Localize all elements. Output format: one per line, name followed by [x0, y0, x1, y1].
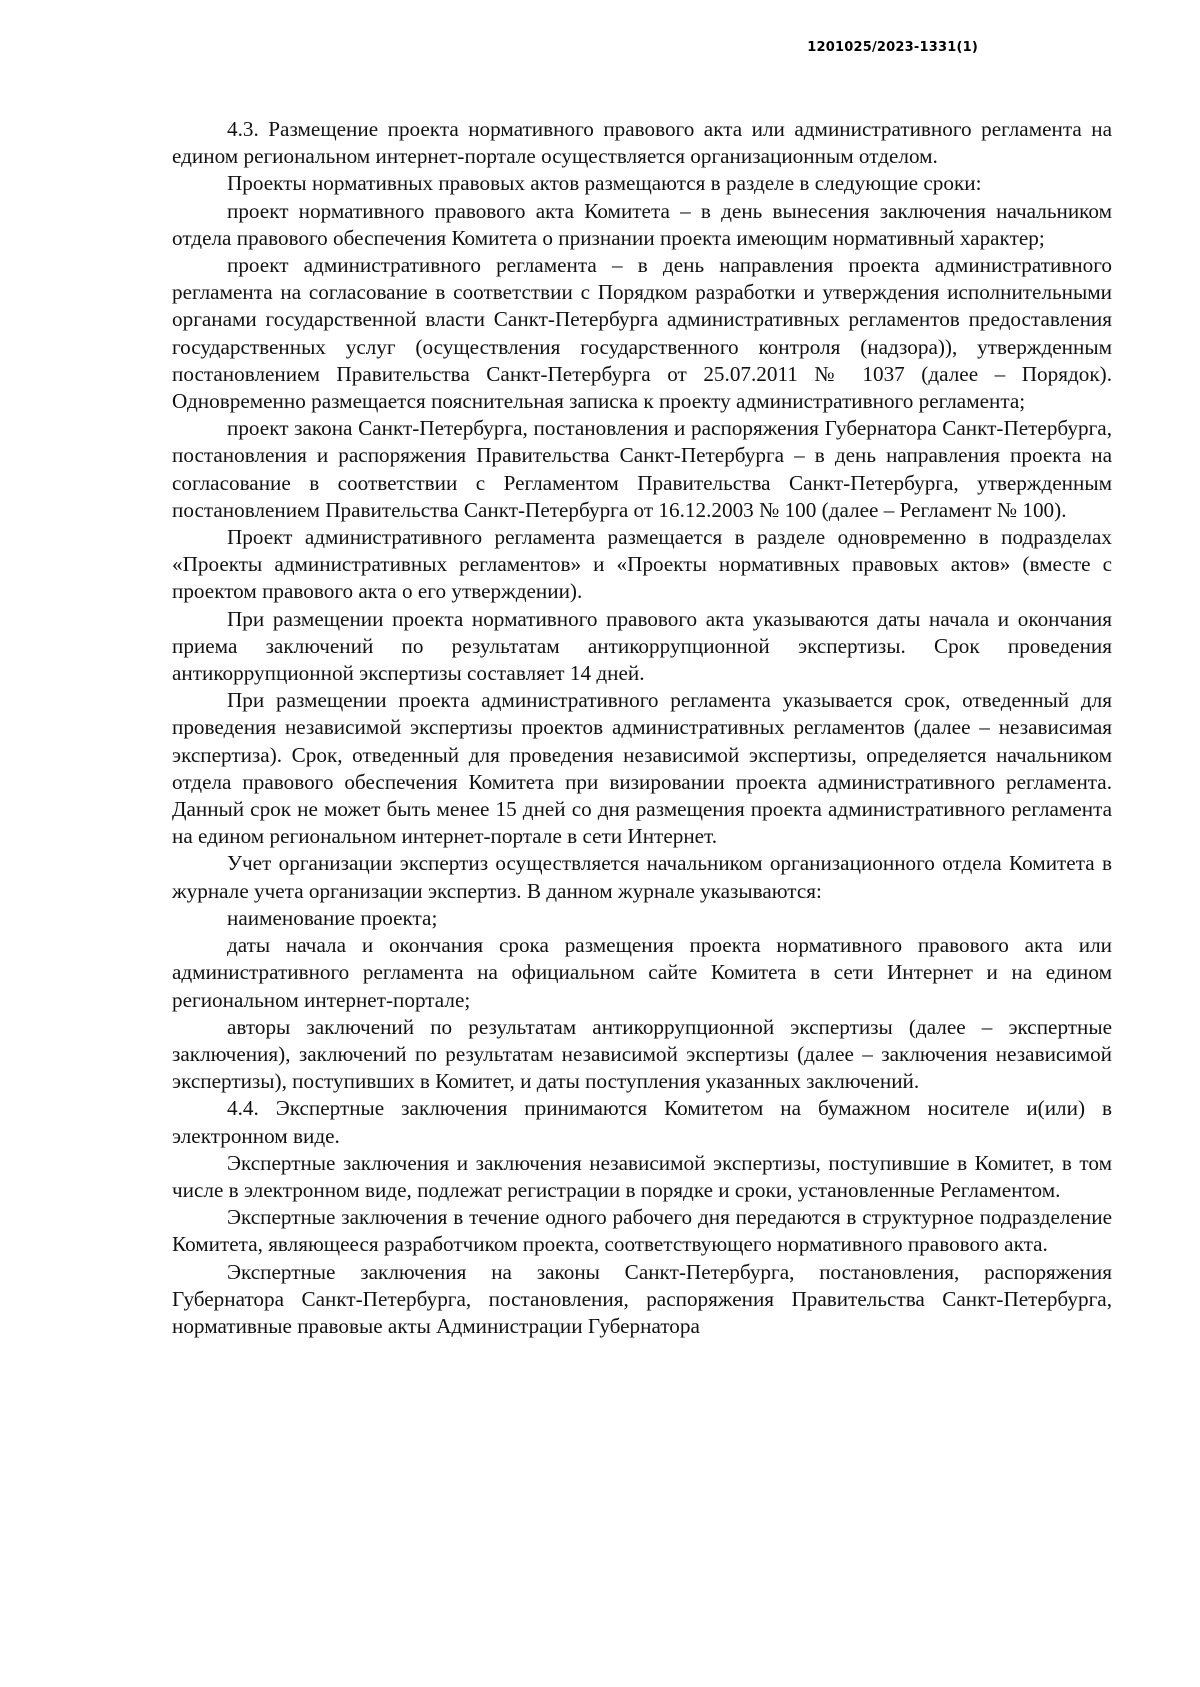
paragraph: Проекты нормативных правовых актов размещаются в разделе в следующие сроки: — [227, 171, 982, 196]
paragraph: Экспертные заключения в течение одного рабочего дня передаются в структурное подразделение Комитета, являющееся разработчиком проекта, соответствующего нормативного правового акта. — [172, 1205, 1112, 1257]
paragraph: Экспертные заключения на законы Санкт-Петербурга, постановления, распоряжения Губернатора Санкт-Петербурга, постановления, распоряжения Правительства Санкт-Петербурга, нормативные правовые акты Администрации Губернатора — [172, 1259, 1112, 1338]
paragraph: авторы заключений по результатам антикоррупционной экспертизы (далее – экспертные заключения), заключений по результатам независимой экспертизы (далее – заключения независимой экспертизы), поступивших в Комитет, и даты поступления указанных заключений. — [172, 1014, 1112, 1094]
paragraph: наименование проекта; — [227, 905, 438, 930]
document-body — [172, 116, 1112, 1340]
paragraph: проект закона Санкт-Петербурга, постановления и распоряжения Губернатора Санкт-Петербурга, постановления и распоряжения Правительства Санкт-Петербурга – в день направления проекта на согласование в соответствии с Регламентом Правительства Санкт-Петербурга, утвержденным постановлением Правительства Санкт-Петербурга от 16.12.2003 № 100 (далее – Регламент № 100). — [172, 416, 1112, 522]
paragraph: При размещении проекта административного регламента указывается срок, отведенный для проведения независимой экспертизы проектов административных регламентов (далее – независимая экспертиза). Срок, отведенный для проведения независимой экспертизы, определяется начальником отдела правового обеспечения Комитета при визировании проекта административного регламента. Данный срок не может быть менее 15 дней со дня размещения проекта административного регламента на едином региональном интернет-портале в сети Интернет. — [172, 688, 1112, 849]
document-registration-number: 1201025/2023-1331(1) — [807, 40, 978, 55]
paragraph: проект административного регламента – в день направления проекта административного регламента на согласование в соответствии с Порядком разработки и утверждения исполнительными органами государственной власти Санкт-Петербурга административных регламентов предоставления государственных услуг (осуществления государственного контроля (надзора)), утвержденным постановлением Правительства Санкт-Петербурга от 25.07.2011 № 1037 (далее – Порядок). Одновременно размещается пояснительная записка к проекту административного регламента; — [172, 253, 1112, 414]
paragraph: Проект административного регламента размещается в разделе одновременно в подразделах «Проекты административных регламентов» и «Проекты нормативных правовых актов» (вместе с проектом правового акта о его утверждении). — [172, 525, 1112, 604]
paragraph: При размещении проекта нормативного правового акта указываются даты начала и окончания приема заключений по результатам антикоррупционной экспертизы. Срок проведения антикоррупционной экспертизы составляет 14 дней. — [172, 606, 1112, 686]
paragraph: даты начала и окончания срока размещения проекта нормативного правового акта или административного регламента на официальном сайте Комитета в сети Интернет и на едином региональном интернет-портале; — [172, 933, 1112, 1012]
paragraph-4-3: 4.3. Размещение проекта нормативного правового акта или административного регламента на едином региональном интернет-портале осуществляется организационным отделом. — [172, 117, 1112, 169]
paragraph: проект нормативного правового акта Комитета – в день вынесения заключения начальником отдела правового обеспечения Комитета о признании проекта имеющим нормативный характер; — [172, 198, 1112, 250]
paragraph: Учет организации экспертиз осуществляется начальником организационного отдела Комитета в журнале учета организации экспертиз. В данном журнале указываются: — [172, 851, 1112, 903]
paragraph-4-4: 4.4. Экспертные заключения принимаются Комитетом на бумажном носителе и(или) в электронном виде. — [172, 1096, 1112, 1148]
paragraph: Экспертные заключения и заключения независимой экспертизы, поступившие в Комитет, в том числе в электронном виде, подлежат регистрации в порядке и сроки, установленные Регламентом. — [172, 1150, 1112, 1202]
